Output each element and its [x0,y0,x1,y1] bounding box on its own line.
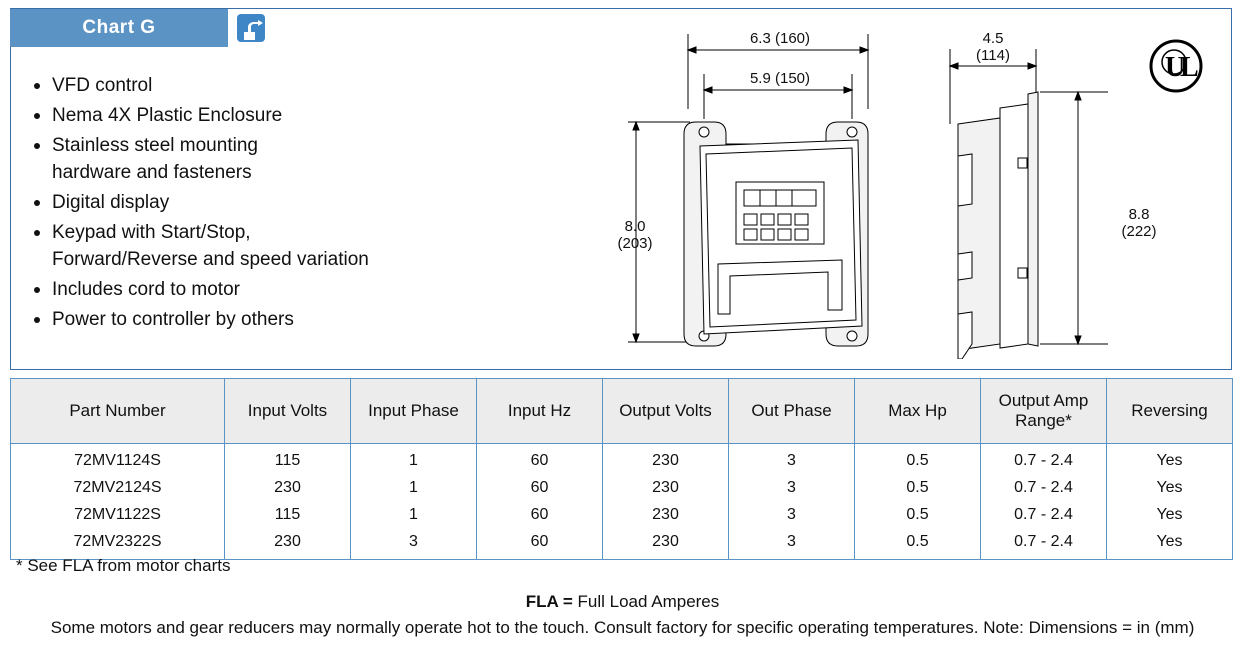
dim-front-height [604,218,666,252]
cell-max-hp: 0.5 [855,444,981,475]
cell-output-volts: 230 [603,474,729,501]
dim-side-depth [962,30,1024,64]
cell-input-volts: 230 [225,474,351,501]
feature-text-cont: Forward/Reverse and speed variation [52,249,369,270]
cell-out-phase: 3 [729,444,855,475]
col-header-part-number [11,379,225,444]
cell-out-phase: 3 [729,528,855,560]
cell-out-phase: 3 [729,501,855,528]
feature-text: Nema 4X Plastic Enclosure [52,105,283,126]
svg-text:L: L [1180,52,1199,83]
col-header-text: Max Hp [888,401,947,420]
col-header-text-l2: Range* [1015,411,1072,430]
table-row [11,501,1233,528]
cell-output-amp-range: 0.7 - 2.4 [981,474,1107,501]
cell-max-hp: 0.5 [855,528,981,560]
cell-output-amp-range: 0.7 - 2.4 [981,528,1107,560]
col-header-text: Input Phase [368,401,459,420]
list-item [32,306,592,333]
list-item [32,276,592,303]
dim-front-height-l2: (203) [617,235,653,252]
ul-listed-icon [1148,38,1204,94]
list-item [32,102,592,129]
cell-output-amp-range: 0.7 - 2.4 [981,501,1107,528]
cell-reversing: Yes [1107,444,1233,475]
col-header-text: Input Hz [507,401,572,420]
feature-text: Power to controller by others [52,309,294,330]
cell-input-phase: 1 [351,474,477,501]
dimension-drawings [600,14,1220,359]
feature-list [32,72,592,336]
spec-table-wrap [10,378,1232,560]
cell-input-hz: 60 [477,528,603,560]
spec-table [10,378,1233,560]
table-row [11,474,1233,501]
list-item [32,132,592,186]
cell-max-hp: 0.5 [855,474,981,501]
cell-input-volts: 115 [225,501,351,528]
col-header-text: Output Amp [998,391,1089,410]
list-item [32,189,592,216]
dim-side-depth-l1: 4.5 [982,30,1004,47]
cell-input-hz: 60 [477,501,603,528]
col-header-input-phase [351,379,477,444]
fla-abbrev: FLA = [525,592,573,611]
col-header-text: Reversing [1131,401,1208,420]
cell-part-number: 72MV2322S [11,528,225,560]
col-header-output-volts [603,379,729,444]
cell-reversing: Yes [1107,474,1233,501]
cell-max-hp: 0.5 [855,501,981,528]
cell-reversing: Yes [1107,501,1233,528]
cell-output-volts: 230 [603,528,729,560]
cell-input-phase: 1 [351,501,477,528]
table-row [11,528,1233,560]
cell-part-number: 72MV1122S [11,501,225,528]
chart-title-tab [10,9,228,47]
dim-side-height [1108,206,1170,240]
cell-part-number: 72MV1124S [11,444,225,475]
col-header-input-volts [225,379,351,444]
dim-side-height-l2: (222) [1121,223,1157,240]
dim-side-depth-l2: (114) [976,47,1010,64]
dim-side-height-l1: 8.8 [1128,206,1150,223]
table-header-row [11,379,1233,444]
col-header-reversing [1107,379,1233,444]
col-header-text: Part Number [69,401,166,420]
faucet-icon [236,12,266,44]
list-item [32,72,592,99]
col-header-text: Out Phase [751,401,832,420]
feature-text: Includes cord to motor [52,279,240,300]
footnote-asterisk: * See FLA from motor charts [16,556,231,575]
cell-input-phase: 1 [351,444,477,475]
feature-text: Stainless steel mounting [52,135,258,156]
cell-input-volts: 230 [225,528,351,560]
cell-output-amp-range: 0.7 - 2.4 [981,444,1107,475]
cell-input-volts: 115 [225,444,351,475]
cell-out-phase: 3 [729,474,855,501]
svg-text:U: U [1165,52,1186,83]
drawing-svg [600,14,1220,359]
list-item [32,219,592,273]
col-header-text: Input Volts [247,401,328,420]
cell-input-hz: 60 [477,444,603,475]
cell-input-hz: 60 [477,474,603,501]
feature-text: Digital display [52,192,170,213]
cell-part-number: 72MV2124S [11,474,225,501]
fla-meaning: Full Load Amperes [572,592,720,611]
col-header-max-hp [855,379,981,444]
cell-output-volts: 230 [603,444,729,475]
table-row [11,444,1233,475]
col-header-out-phase [729,379,855,444]
dim-front-width-outer: 6.3 (160) [749,30,811,47]
dim-front-height-l1: 8.0 [624,218,646,235]
cell-reversing: Yes [1107,528,1233,560]
dim-front-width-inner: 5.9 (150) [749,70,811,87]
col-header-text: Output Volts [619,401,712,420]
cell-output-volts: 230 [603,501,729,528]
chart-title-label: Chart G [82,17,156,38]
fla-definition [0,592,1245,612]
temperature-note: Some motors and gear reducers may normally operate hot to the touch. Consult factory for specific operating temperatures. Note: Dimensions = in (mm) [50,618,1195,637]
col-header-output-amp-range [981,379,1107,444]
feature-text: VFD control [52,75,153,96]
feature-text-cont: hardware and fasteners [52,162,252,183]
cell-input-phase: 3 [351,528,477,560]
col-header-input-hz [477,379,603,444]
feature-text: Keypad with Start/Stop, [52,222,251,243]
